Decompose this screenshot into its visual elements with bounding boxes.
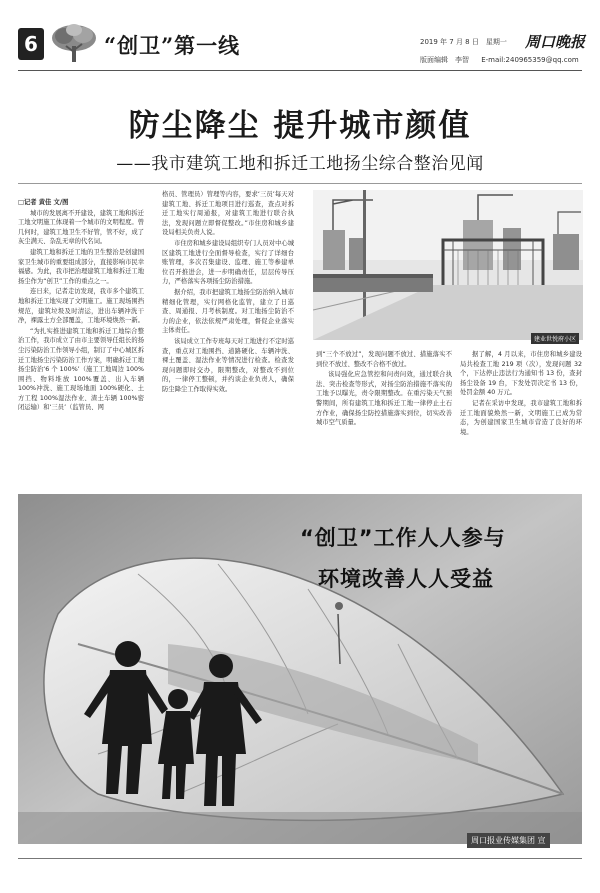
page-number-badge: 6	[18, 28, 44, 60]
date-line: 2019 年 7 月 8 日 星期一	[420, 38, 507, 46]
paragraph: 连日来，记者走访发现，我市多个建筑工地和拆迁工地实现了文明施工。施工现场围挡规范，建筑垃圾及时清运，进出车辆冲洗干净，裸露土方全部覆盖，工地环境焕然一新。	[18, 288, 144, 325]
paragraph: 市住房和城乡建设局组织专门人员对中心城区建筑工地进行全面督导检查，实行了详细台账管理，多次召集建设、监理、施工等参建单位召开推进会，进一步明确责任，层层传导压力，严格落实各项扬尘防治措施。	[162, 239, 294, 286]
newspaper-logo: 周口晚报	[525, 33, 586, 51]
bottom-divider	[18, 858, 582, 859]
editor-name: 版面编辑 李智	[420, 56, 469, 64]
paragraph: 格员、管理员）管理等内容，要求‘三员’每天对建筑工地、拆迁工地项目进行巡查，查点对拆迁工地实行周通报，对建筑工地进行联合执法，发现问题立即督促整改。”市住房和城乡建设局相关负责人说。	[162, 191, 294, 237]
ad-publisher: 周口报业传媒集团 宣	[467, 833, 550, 848]
article-column-1	[18, 198, 144, 488]
paragraph: 该局强化应急管控和问责问效，通过联合执法、突击检查等形式，对扬尘防治措施不落实的工地予以曝光，责令限期整改。在重污染天气预警期间，所有建筑工地和拆迁工地一律停止土石方作业，确保扬尘防控措施落实到位，切实改善城市空气质量。	[316, 371, 452, 427]
paragraph: 据了解，4 月以来，市住房和城乡建设局共检查工地 219 项（次），发现问题 32 个，下达停止违法行为通知书 13 份，查封扬尘设备 19 台，下发处罚决定书 13 份，处罚金额 40 万元。	[460, 351, 582, 397]
article-column-4	[460, 350, 582, 485]
article-column-2	[162, 190, 294, 488]
article-column-3	[316, 350, 452, 485]
paragraph: 该局成立工作专班每天对工地进行不定时巡查，重点对工地围挡、道路硬化、车辆冲洗、裸土覆盖、湿法作业等情况进行检查。检查发现问题即时交办，限期整改，对整改不到位的，一律停工整顿，并约谈企业负责人，确保防尘降尘工作取得实效。	[162, 337, 294, 393]
paragraph: “为扎实推进建筑工地和拆迁工地综合整治工作，我市成立了由市主要领导任组长的扬尘污染防治工作领导小组，制订了中心城区拆迁工地扬尘污染防治工作方案，明确拆迁工地扬尘防治‘6 个 100%’（施工工地周边 100%围挡、物料堆放 100%覆盖、出入车辆 100%冲洗、施工现场地面 100%硬化、土方工程 100%湿法作业、渣土车辆 100%密闭运输）和‘三员’（监管员、网	[18, 327, 144, 412]
paragraph: 记者在采访中发现，我市建筑工地和拆迁工地面貌焕然一新，文明施工已成为常态，为创建国家卫生城市营造了良好的环境。	[460, 399, 582, 436]
paragraph: 城市的发展离不开建设，建筑工地和拆迁工地文明施工体现着一个城市的文明程度。曾几何时，建筑工地卫生不好管，管不好，成了灰尘满天、杂乱无章的代名词。	[18, 209, 144, 246]
paragraph: 到“三个不放过”，发现问题不放过、措施落实不到位不放过、整改不合格不放过。	[316, 351, 452, 368]
editor-line	[420, 55, 579, 65]
headline-divider	[18, 183, 582, 184]
construction-site-photo	[313, 190, 583, 340]
ad-slogan-line-1: “创卫”工作人人参与	[300, 526, 506, 550]
photo-caption: 建业世悦府小区	[531, 333, 579, 344]
header-divider	[18, 70, 582, 71]
email-address: E-mail:240965359@qq.com	[481, 56, 579, 64]
article-subheadline: ——我市建筑工地和拆迁工地扬尘综合整治见闻	[116, 154, 484, 174]
article-headline: 防尘降尘 提升城市颜值	[128, 108, 472, 144]
paragraph: 据介绍，我市把建筑工地扬尘防治纳入城市精细化管理，实行网格化监管，建立了日巡查、周通报、月考核制度。对工地扬尘防治不力的企业，依法依规严肃处理，督促企业落实主体责任。	[162, 288, 294, 335]
byline: □记者 黄佳 文/图	[18, 199, 69, 206]
ad-slogan-line-2: 环境改善人人受益	[318, 567, 494, 591]
tree-logo-icon	[48, 22, 100, 66]
paragraph: 建筑工地和拆迁工地的卫生整治是创建国家卫生城市的重要组成部分，直接影响市民幸福感。为此，我市把治理建筑工地和拆迁工地扬尘作为“创卫”工作的重点之一。	[18, 248, 144, 285]
section-title: “创卫”第一线	[104, 33, 241, 58]
